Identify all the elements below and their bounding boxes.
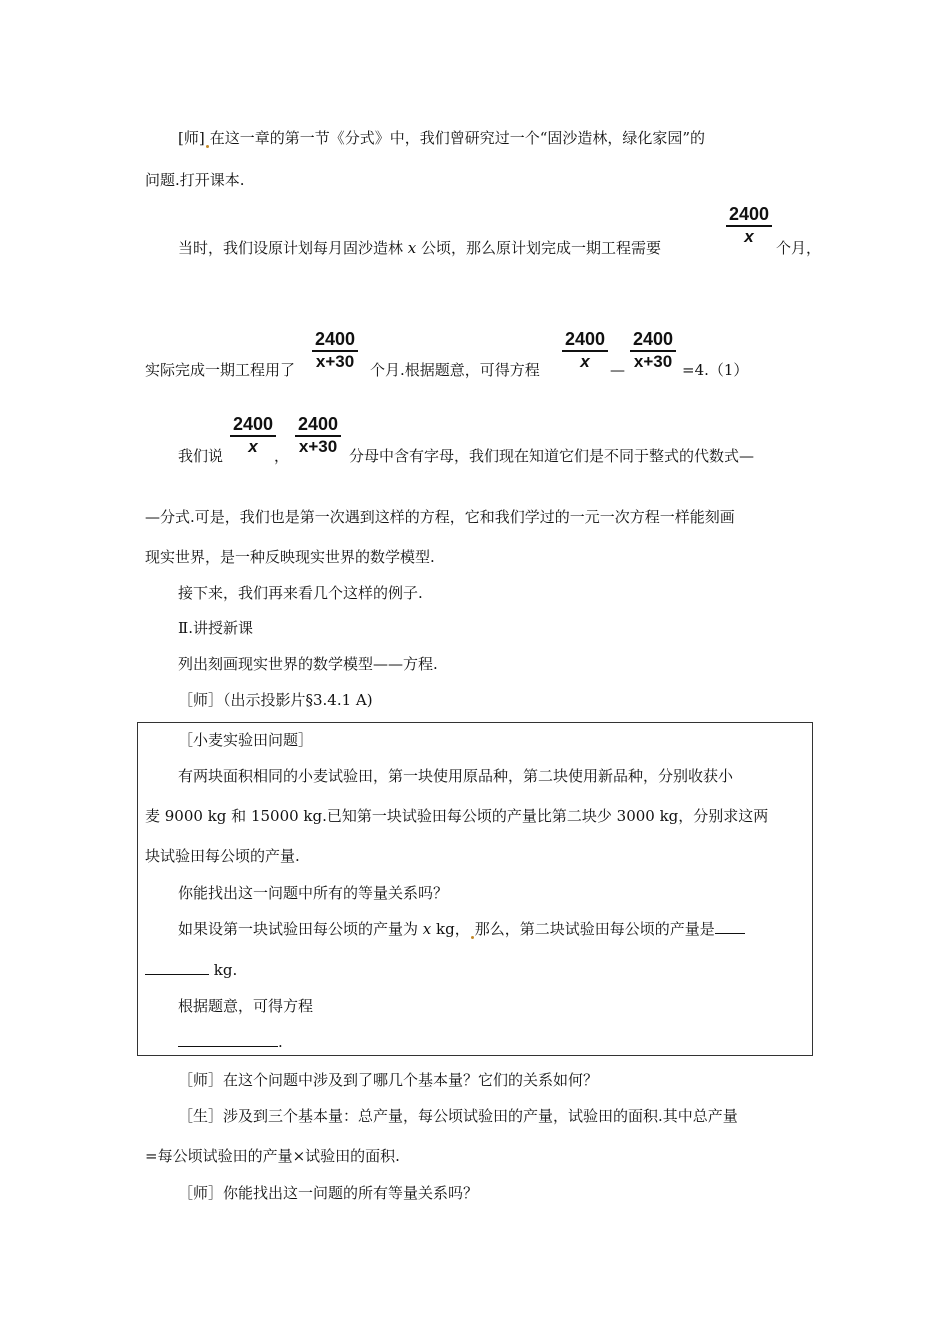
paragraph-intro-line2: 问题.打开课本. xyxy=(145,171,245,189)
question-3: 根据题意，可得方程 xyxy=(178,997,314,1015)
equation-equals-4: =4.（1） xyxy=(682,361,749,379)
fraction-example-2: $\frac{2400}{x+30}$ xyxy=(295,413,341,457)
equation-fraction-right: $\frac{2400}{x+30}$ xyxy=(630,328,676,372)
variable-x: x xyxy=(422,920,432,938)
equation-fraction-left: $\frac{2400}{x}$ xyxy=(562,328,608,372)
question-2-cont: kg. xyxy=(145,960,237,980)
fraction-example-1: $\frac{2400}{x}$ xyxy=(230,413,276,457)
paragraph-plan: 当时，我们设原计划每月固沙造林 x 公顷，那么原计划完成一期工程需要 xyxy=(178,239,662,257)
paragraph-we-say-line2: —分式.可是，我们也是第一次遇到这样的方程，它和我们学过的一元一次方程一样能刻画 xyxy=(145,508,735,526)
marker-dot xyxy=(471,936,474,939)
paragraph-we-say: 我们说 xyxy=(178,447,224,465)
problem-title: ［小麦实验田问题］ xyxy=(178,731,314,749)
problem-line1: 有两块面积相同的小麦试验田，第一块使用原品种，第二块使用新品种，分别收获小 xyxy=(178,767,734,785)
question-2: 如果设第一块试验田每公顷的产量为 x kg， 那么，第二块试验田每公顷的产量是 xyxy=(178,919,745,939)
paragraph-we-say-rest: 分母中含有字母，我们现在知道它们是不同于整式的代数式— xyxy=(349,447,755,465)
paragraph-actual: 实际完成一期工程用了 xyxy=(145,361,296,379)
dialogue-student-1-line2: =每公顷试验田的产量×试验田的面积. xyxy=(145,1147,400,1165)
paragraph-slide: ［师］（出示投影片§3.4.1 A) xyxy=(178,691,373,709)
paragraph-intro: [师] 在这一章的第一节《分式》中，我们曾研究过一个“固沙造林，绿化家园”的 xyxy=(178,129,706,147)
equation-minus: — xyxy=(610,361,625,379)
paragraph-actual-mid: 个月.根据题意，可得方程 xyxy=(370,361,540,379)
fraction-2400-over-x: $\frac{2400}{x}$ xyxy=(726,203,772,247)
comma: ， xyxy=(274,447,290,465)
problem-line3: 块试验田每公顷的产量. xyxy=(145,847,300,865)
paragraph-next: 接下来，我们再来看几个这样的例子. xyxy=(178,584,423,602)
paragraph-we-say-line3: 现实世界，是一种反映现实世界的数学模型. xyxy=(145,548,435,566)
dialogue-student-1: ［生］涉及到三个基本量：总产量，每公顷试验田的产量，试验田的面积.其中总产量 xyxy=(178,1107,738,1125)
variable-x: x xyxy=(407,239,417,257)
fraction-2400-over-x-plus-30: $\frac{2400}{x+30}$ xyxy=(312,328,358,372)
paragraph-model: 列出刻画现实世界的数学模型——方程. xyxy=(178,655,438,673)
answer-blank-2[interactable] xyxy=(178,1032,278,1047)
problem-line2: 麦 9000 kg 和 15000 kg.已知第一块试验田每公顷的产量比第二块少 3000 kg，分别求这两 xyxy=(145,807,769,825)
answer-blank-1-cont[interactable] xyxy=(145,960,209,975)
dialogue-teacher-1: ［师］在这个问题中涉及到了哪几个基本量？它们的关系如何？ xyxy=(178,1071,599,1089)
paragraph-plan-end: 个月， xyxy=(776,239,822,257)
answer-blank-1[interactable] xyxy=(715,919,745,934)
question-3-answer: . xyxy=(178,1032,283,1052)
marker-dot xyxy=(206,145,209,148)
teacher-tag: [师] xyxy=(178,129,205,147)
section-heading: Ⅱ.讲授新课 xyxy=(178,619,253,637)
dialogue-teacher-2: ［师］你能找出这一问题的所有等量关系吗？ xyxy=(178,1184,479,1202)
question-1: 你能找出这一问题中所有的等量关系吗？ xyxy=(178,884,449,902)
